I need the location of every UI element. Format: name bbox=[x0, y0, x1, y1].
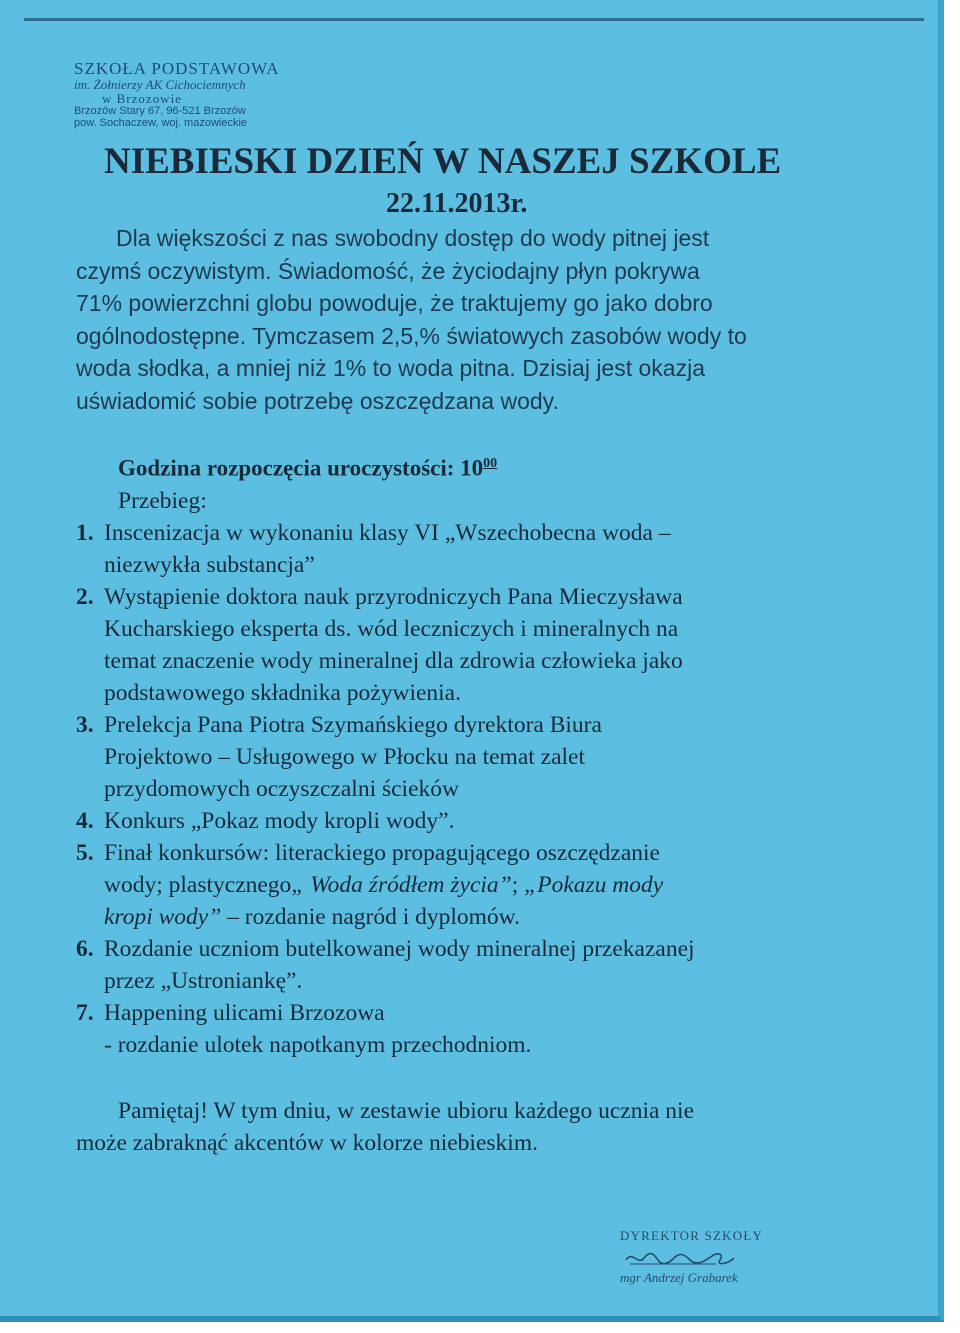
handwritten-signature bbox=[620, 1244, 820, 1270]
list-item bbox=[76, 997, 836, 1061]
top-rule bbox=[24, 18, 924, 21]
intro-paragraph bbox=[76, 222, 836, 417]
item-line: podstawowego składnika pożywienia. bbox=[104, 679, 461, 706]
item-line bbox=[104, 901, 836, 933]
item-fragment: – rozdanie nagród i dyplomów. bbox=[221, 903, 520, 930]
intro-line: Dla większości z nas swobodny dostęp do wody pitnej jest bbox=[116, 225, 710, 251]
item-text bbox=[104, 933, 836, 997]
intro-line: woda słodka, a mniej niż 1% to woda pitna. Dzisiaj jest okazja bbox=[76, 355, 705, 381]
item-line: Rozdanie uczniom butelkowanej wody mineralnej przekazanej bbox=[104, 935, 695, 962]
item-number: 6. bbox=[76, 935, 94, 962]
start-time-minutes: 00 bbox=[483, 456, 498, 471]
intro-line: ogólnodostępne. Tymczasem 2,5,% światowych zasobów wody to bbox=[76, 322, 747, 349]
signature-block bbox=[620, 1228, 820, 1286]
item-fragment: „Pokazu mody bbox=[524, 871, 664, 898]
stamp-line: pow. Sochaczew, woj. mazowieckie bbox=[74, 117, 248, 130]
start-time-label: Godzina rozpoczęcia uroczystości: 10 bbox=[118, 455, 484, 481]
closing-line: może zabraknąć akcentów w kolorze niebieskim. bbox=[76, 1130, 538, 1156]
school-stamp bbox=[74, 60, 324, 130]
item-line: niezwykła substancja” bbox=[104, 551, 315, 578]
item-number: 4. bbox=[76, 807, 94, 834]
stamp-line: im. Żołnierzy AK Cichociemnych bbox=[74, 77, 246, 93]
item-line: Konkurs „Pokaz mody kropli wody”. bbox=[104, 807, 455, 834]
item-number: 5. bbox=[76, 839, 94, 866]
item-fragment: wody; plastycznego bbox=[104, 871, 292, 898]
item-number: 7. bbox=[76, 999, 94, 1026]
item-line: przydomowych oczyszczalni ścieków bbox=[104, 775, 459, 802]
item-text bbox=[104, 805, 836, 837]
start-time bbox=[76, 448, 836, 485]
list-item bbox=[76, 581, 836, 709]
closing-note bbox=[76, 1095, 836, 1159]
stamp-line: SZKOŁA PODSTAWOWA bbox=[74, 59, 280, 78]
item-number: 1. bbox=[76, 519, 94, 546]
list-item bbox=[76, 933, 836, 997]
item-text bbox=[104, 837, 836, 933]
signature-title: DYREKTOR SZKOŁY bbox=[620, 1228, 764, 1243]
item-number: 2. bbox=[76, 583, 94, 610]
list-item bbox=[76, 805, 836, 837]
stamp-line: w Brzozowie bbox=[102, 91, 182, 107]
item-line: Wystąpienie doktora nauk przyrodniczych Pana Mieczysława bbox=[104, 583, 683, 610]
item-fragment: ; bbox=[511, 871, 525, 898]
item-line: Inscenizacja w wykonaniu klasy VI „Wszechobecna woda – bbox=[104, 519, 671, 546]
plan-label: Przebieg: bbox=[118, 487, 207, 514]
closing-line: Pamiętaj! W tym dniu, w zestawie ubioru każdego ucznia nie bbox=[118, 1098, 695, 1124]
item-number: 3. bbox=[76, 711, 94, 738]
item-line: Finał konkursów: literackiego propagującego oszczędzanie bbox=[104, 839, 660, 866]
list-item bbox=[76, 517, 836, 581]
item-text bbox=[104, 517, 836, 581]
item-line: - rozdanie ulotek napotkanym przechodniom. bbox=[104, 1031, 532, 1058]
item-line: Prelekcja Pana Piotra Szymańskiego dyrektora Biura bbox=[104, 711, 602, 738]
item-line: Happening ulicami Brzozowa bbox=[104, 999, 385, 1026]
page-title: NIEBIESKI DZIEŃ W NASZEJ SZKOLE bbox=[104, 141, 782, 182]
signature-scribble-icon bbox=[620, 1244, 740, 1270]
schedule bbox=[76, 448, 836, 1061]
stamp-line: Brzozów Stary 67, 96-521 Brzozów bbox=[74, 105, 246, 118]
item-text bbox=[104, 581, 836, 709]
list-item bbox=[76, 709, 836, 805]
item-fragment: kropi wody” bbox=[104, 903, 222, 930]
item-line: temat znaczenie wody mineralnej dla zdrowia człowieka jako bbox=[104, 647, 683, 674]
intro-line: 71% powierzchni globu powoduje, że traktujemy go jako dobro bbox=[76, 290, 713, 316]
item-line: Kucharskiego eksperta ds. wód leczniczych i mineralnych na bbox=[104, 615, 679, 642]
item-text bbox=[104, 709, 836, 805]
item-text bbox=[104, 997, 836, 1061]
item-line: przez „Ustroniankę”. bbox=[104, 967, 303, 994]
intro-line: czymś oczywistym. Świadomość, że życiodajny płyn pokrywa bbox=[76, 257, 700, 284]
event-date: 22.11.2013r. bbox=[386, 188, 528, 219]
item-line bbox=[104, 869, 836, 901]
item-line: Projektowo – Usługowego w Płocku na temat zalet bbox=[104, 743, 586, 770]
list-item bbox=[76, 837, 836, 933]
signatory-name: mgr Andrzej Grabarek bbox=[620, 1270, 738, 1285]
item-fragment: „ Woda źródłem życia” bbox=[291, 871, 512, 898]
intro-line: uświadomić sobie potrzebę oszczędzana wody. bbox=[76, 387, 559, 414]
